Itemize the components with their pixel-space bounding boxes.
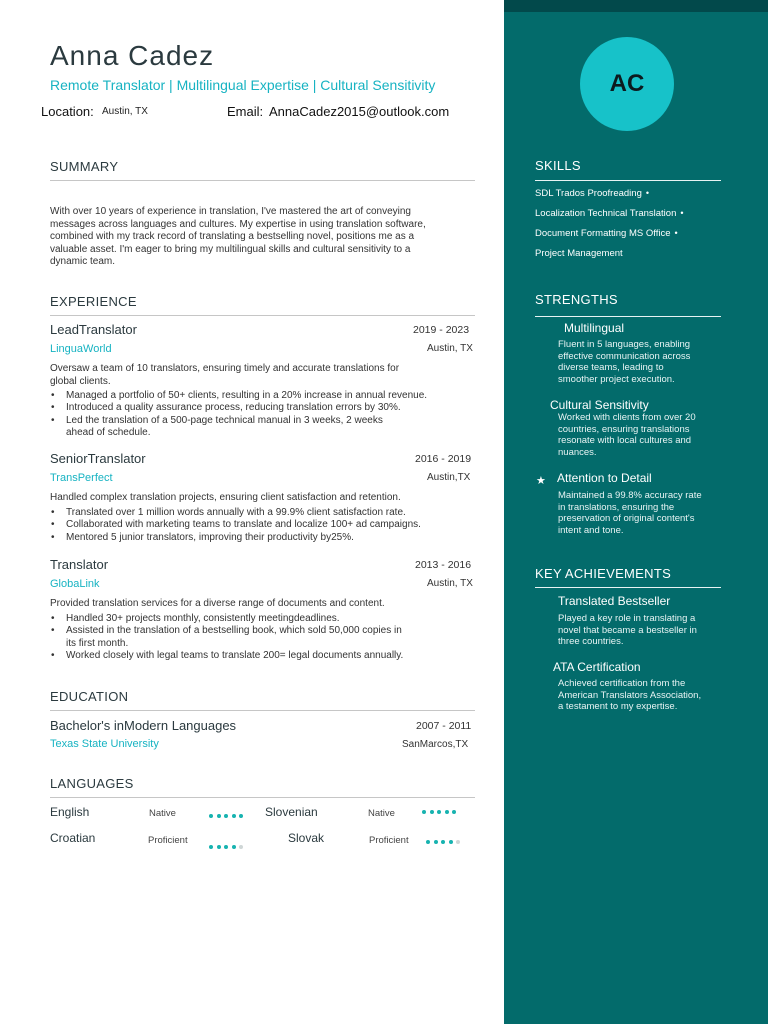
rating-dot-filled-icon [239,814,243,818]
rating-dot-filled-icon [434,840,438,844]
education-dates: 2007 - 2011 [416,720,472,732]
strength-title: Attention to Detail [557,471,652,485]
job-intro [50,598,480,611]
strengths-divider [535,316,721,317]
job-intro [50,492,480,505]
rating-dot-filled-icon [422,810,426,814]
achievement-desc-line: a testament to my expertise. [558,701,678,712]
language-rating [209,814,247,818]
rating-dot-filled-icon [224,814,228,818]
rating-dot-filled-icon [232,845,236,849]
summary-line: With over 10 years of experience in translation, I've mastered the art of conveying [50,206,411,217]
strengths-heading: STRENGTHS [535,292,618,307]
achievement-desc-line: three countries. [558,636,624,647]
job-intro-line: Provided translation services for a diverse range of documents and content. [50,598,385,609]
bullet-text: Introduced a quality assurance process, reducing translation errors by 30%. [66,402,401,414]
job-role: LeadTranslator [50,322,137,337]
language-level: Proficient [369,835,409,846]
job-bullet [50,519,480,531]
language-name: Croatian [50,831,96,845]
rating-dot-filled-icon [209,814,213,818]
rating-dot-empty-icon [239,845,243,849]
job-intro [50,363,480,388]
language-level: Proficient [148,835,188,846]
strength-desc [558,339,718,385]
language-rating [426,840,464,844]
strength-desc [558,490,718,536]
language-level: Native [149,808,176,819]
bullet-text: Managed a portfolio of 50+ clients, resulting in a 20% increase in annual revenue. [66,390,428,401]
job-bullet [50,532,480,544]
job-bullet [50,390,480,402]
email-label: Email: [227,104,264,119]
job-company: GlobaLink [50,578,100,590]
languages-divider [50,797,475,798]
bullet-dot-icon: • [680,208,684,218]
skill-item [535,188,649,199]
strength-desc-line: resonate with local cultures and [558,435,692,446]
education-divider [50,710,475,711]
skill-label: Document Formatting MS Office [535,228,671,239]
rating-dot-filled-icon [224,845,228,849]
education-school: Texas State University [50,738,159,750]
bullet-text: Collaborated with marketing teams to translate and localize 100+ ad campaigns. [66,519,421,531]
strength-desc-line: preservation of original content's [558,513,695,524]
job-bullet [50,613,480,625]
strength-desc-line: effective communication across [558,350,691,362]
job-role: SeniorTranslator [50,451,146,466]
location-value: Austin, TX [102,106,148,117]
strength-desc [558,412,718,458]
achievement-desc-line: American Translators Association, [558,689,702,701]
skills-divider [535,180,721,181]
language-name: Slovak [288,831,325,845]
strength-desc-line: in translations, ensuring the [558,501,675,513]
strength-title: Cultural Sensitivity [550,398,649,412]
job-bullets [50,390,480,439]
strength-desc-line: diverse teams, leading to [558,362,664,373]
bullet-dot-icon: • [645,188,650,198]
job-bullet [50,507,480,519]
summary-line: messages across languages and cultures. My expertise in using translation software, [50,218,426,230]
achievement-desc-line: Achieved certification from the [558,678,686,689]
rating-dot-filled-icon [209,845,213,849]
bullet-text: Translated over 1 million words annually with a 99.9% client satisfaction rate. [66,507,406,518]
job-intro-line: Oversaw a team of 10 translators, ensuring timely and accurate translations for [50,363,400,374]
job-bullet [50,402,480,414]
candidate-name: Anna Cadez [50,40,215,71]
strength-desc-line: smoother project execution. [558,373,675,385]
bullet-text: its first month. [66,637,129,649]
education-degree: Bachelor's inModern Languages [50,718,237,733]
job-dates: 2019 - 2023 [413,324,470,336]
rating-dot-filled-icon [449,840,453,844]
summary-heading: SUMMARY [50,159,119,174]
language-level: Native [368,808,395,819]
rating-dot-filled-icon [445,810,449,814]
strength-desc-line: countries, ensuring translations [558,423,690,435]
skill-item [535,228,678,239]
star-icon: ★ [536,475,546,487]
rating-dot-filled-icon [217,845,221,849]
tagline: Remote Translator | Multilingual Expertise | Cultural Sensitivity [50,77,436,93]
bullet-text: Assisted in the translation of a bestselling book, which sold 50,000 copies in [66,625,402,637]
skill-label: Project Management [535,248,623,259]
rating-dot-filled-icon [430,810,434,814]
job-bullet [50,415,480,440]
job-company: LinguaWorld [50,343,112,355]
summary-line: dynamic team. [50,256,116,267]
experience-divider [50,315,475,316]
skill-item [535,208,684,219]
job-company: TransPerfect [50,472,113,484]
job-intro-line: global clients. [50,375,111,387]
achievement-desc [558,678,718,713]
job-bullets [50,507,480,544]
sidebar [504,0,768,1024]
rating-dot-filled-icon [437,810,441,814]
email-value[interactable]: AnnaCadez2015@outlook.com [269,104,450,119]
job-location: Austin,TX [427,472,471,483]
job-role: Translator [50,557,109,572]
job-location: Austin, TX [427,343,473,354]
bullet-text: ahead of schedule. [66,426,151,438]
sidebar-top-bar [504,0,768,12]
rating-dot-filled-icon [441,840,445,844]
language-name: English [50,805,90,819]
achievement-desc-line: Played a key role in translating a [558,613,696,624]
job-dates: 2013 - 2016 [415,559,472,571]
bullet-dot-icon: • [674,228,678,238]
strength-desc-line: intent and tone. [558,524,624,536]
education-heading: EDUCATION [50,689,129,704]
bullet-text: Led the translation of a 500-page technical manual in 3 weeks, 2 weeks [66,414,383,426]
rating-dot-filled-icon [452,810,456,814]
strength-desc-line: Fluent in 5 languages, enabling [558,339,691,350]
strength-title: Multilingual [564,321,625,335]
achievements-heading: KEY ACHIEVEMENTS [535,566,672,581]
location-label: Location: [41,104,94,119]
job-intro-line: Handled complex translation projects, ensuring client satisfaction and retention. [50,492,401,503]
job-dates: 2016 - 2019 [415,453,472,465]
achievement-desc-line: novel that became a bestseller in [558,624,697,636]
strength-desc-line: nuances. [558,446,597,458]
skill-label: SDL Trados Proofreading [535,188,642,199]
rating-dot-filled-icon [232,814,236,818]
education-location: SanMarcos,TX [402,739,469,750]
achievement-desc [558,613,718,648]
rating-dot-filled-icon [426,840,430,844]
summary-divider [50,180,475,181]
achievement-title: Translated Bestseller [558,594,671,608]
summary-text [50,206,480,269]
bullet-text: Mentored 5 junior translators, improving their productivity by25%. [66,531,354,543]
job-bullet [50,650,480,662]
avatar: AC [580,37,674,131]
language-rating [422,810,460,814]
bullet-text: Worked closely with legal teams to translate 200= legal documents annually. [66,649,404,661]
summary-line: valuable asset. I'm eager to bring my multilingual skills and cultural sensitivity to a [50,243,411,255]
strength-desc-line: Maintained a 99.8% accuracy rate [558,490,702,501]
job-location: Austin, TX [427,578,473,589]
job-bullets [50,613,480,662]
language-rating [209,845,247,849]
languages-heading: LANGUAGES [50,776,134,791]
bullet-text: Handled 30+ projects monthly, consistently meetingdeadlines. [66,613,340,624]
experience-heading: EXPERIENCE [50,294,137,309]
job-bullet [50,625,480,650]
skill-label: Localization Technical Translation [535,208,677,219]
achievements-divider [535,587,721,588]
rating-dot-filled-icon [217,814,221,818]
skill-item [535,248,623,259]
rating-dot-empty-icon [456,840,460,844]
language-name: Slovenian [265,805,318,819]
strength-desc-line: Worked with clients from over 20 [558,412,696,423]
skills-heading: SKILLS [535,158,581,173]
summary-line: combined with my track record of translating a bestselling novel, positions me as a [50,231,415,242]
achievement-title: ATA Certification [553,660,641,674]
